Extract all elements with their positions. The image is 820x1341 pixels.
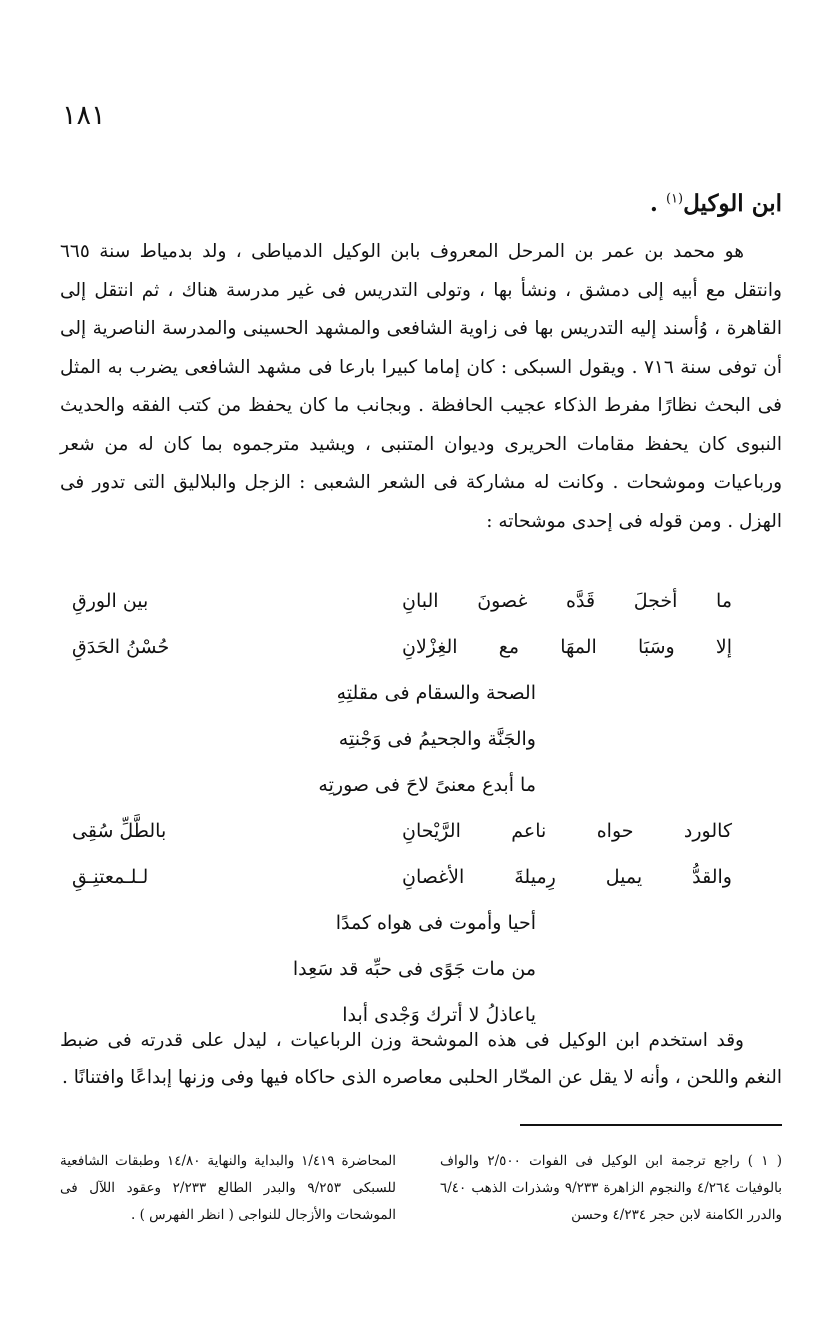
poem-line: [60, 578, 732, 624]
poem-hemistich-first: ما أخجلَ قَدَّه غصونَ البانِ: [402, 590, 732, 612]
title-text: ابن الوكيل: [683, 190, 782, 217]
poem-line: [60, 624, 732, 670]
closing-text: [60, 1022, 782, 1096]
poem-line: [60, 854, 732, 900]
section-title: [650, 190, 782, 217]
biography-text: [60, 233, 782, 541]
muwashshah-poem: [60, 578, 732, 1038]
poem-line: ياعاذلُ لا أترك وَجْدى أبدا: [342, 1004, 536, 1026]
footnote-marker: (١): [665, 191, 684, 207]
poem-hemistich-second: بالطَّلِّ سُقِى: [72, 820, 167, 842]
footnote-column-right: ( ١ ) راجع ترجمة ابن الوكيل فى الفوات ٢/٥٠٠ والواف بالوفيات ٤/٢٦٤ والنجوم الزاهرة ٩/٢٣٣ وشذرات الذهب ٦/٤٠ والدرر الكامنة لابن حجر ٤/٢٣٤ وحسن: [440, 1153, 783, 1223]
footnote-divider: [520, 1124, 782, 1126]
page-number: ١٨١: [62, 100, 106, 131]
poem-line: والجَنَّة والجحيمُ فى وَجْنتِه: [338, 728, 536, 750]
footnote-column-left: المحاضرة ١/٤١٩ والبداية والنهاية ١٤/٨٠ وطبقات الشافعية للسبكى ٩/٢٥٣ والبدر الطالع ٢/٢٣٣ وعقود اللآل فى الموشحات والأزجال للنواجى ( انظر الفهرس ) .: [60, 1153, 397, 1223]
biography-paragraph: هو محمد بن عمر بن المرحل المعروف بابن الوكيل الدمياطى ، ولد بدمياط سنة ٦٦٥ وانتقل مع أبيه إلى دمشق ، ونشأ بها ، وتولى التدريس فى غير مدرسة هناك ، ثم انتقل إلى القاهرة ، وُأسند إليه التدريس بها فى زاوية الشافعى والمشهد الحسينى والمدرسة الناصرية إلى أن توفى سنة ٧١٦ . ويقول السبكى : كان إماما كبيرا بارعا فى مشهد الشافعى يضرب به المثل فى البحث نظارًا مفرط الذكاء عجيب الحافظة . وبجانب ما كان يحفظ من كتب الفقه والحديث النبوى كان يحفظ مقامات الحريرى وديوان المتنبى ، ويشيد مترجموه بما كان له من شعر ورباعيات وموشحات . وكانت له مشاركة فى الشعر الشعبى : الزجل والبلاليق التى تدور فى الهزل . ومن قوله فى إحدى موشحاته :: [60, 241, 783, 532]
poem-line: من مات جَوًى فى حبِّه قد سَعِدا: [292, 958, 536, 980]
poem-line: الصحة والسقام فى مقلتِهِ: [336, 682, 536, 704]
poem-line: أحيا وأموت فى هواه كمدًا: [335, 912, 536, 934]
closing-paragraph: وقد استخدم ابن الوكيل فى هذه الموشحة وزن الرباعيات ، ليدل على قدرته فى ضبط النغم واللحن ، وأنه لا يقل عن المحّار الحلبى معاصره الذى حاكاه فيها وفى وزنها إبداعًا وافتنانًا .: [60, 1030, 782, 1088]
poem-line: [60, 808, 732, 854]
poem-hemistich-first: كالورد حواه ناعم الرَّيْحانِ: [402, 820, 732, 842]
poem-hemistich-first: والقدُّ يميل رِميلةَ الأغصانِ: [402, 866, 732, 888]
title-period: .: [649, 190, 658, 217]
poem-hemistich-second: لـلـمعتنِـقِ: [72, 866, 149, 888]
poem-hemistich-first: إلا وسَبَا المهَا مع الغِزْلانِ: [402, 636, 732, 658]
poem-hemistich-second: بين الورقِ: [72, 590, 149, 612]
poem-line: ما أبدع معنىً لاحَ فى صورتِه: [318, 774, 536, 796]
poem-hemistich-second: حُسْنُ الحَدَقِ: [72, 636, 170, 658]
